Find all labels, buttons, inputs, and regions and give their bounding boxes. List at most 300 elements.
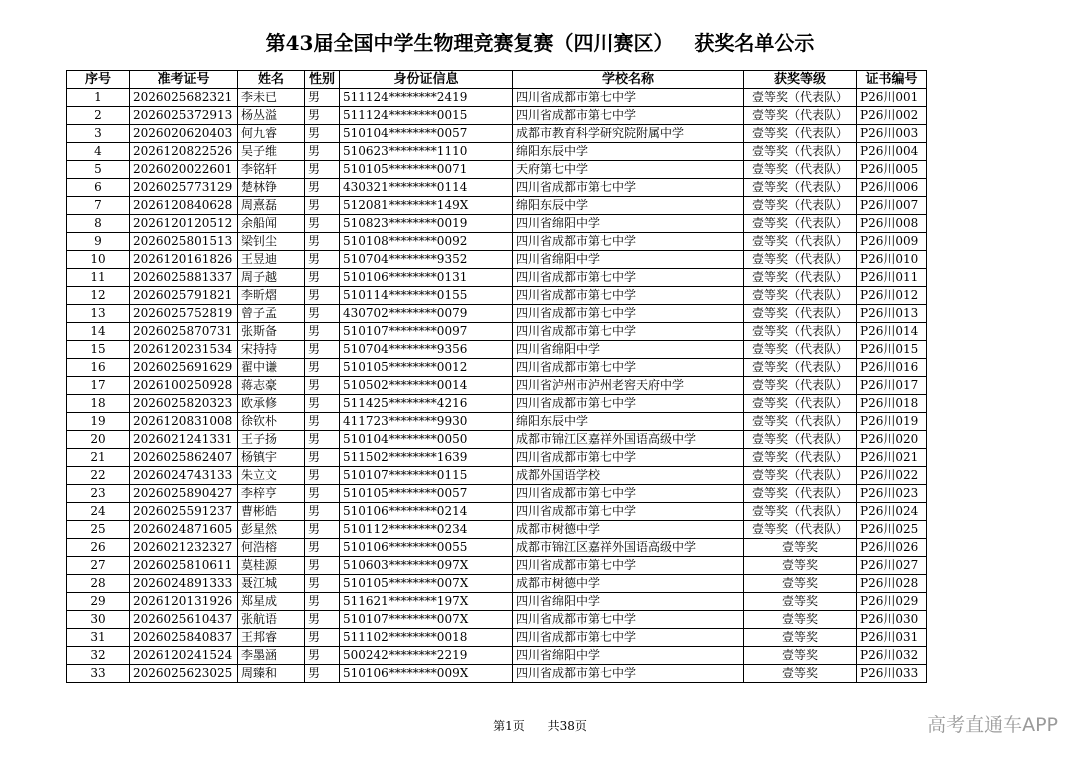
exam-number: 2026025801513: [130, 233, 238, 251]
school-name: 四川省成都市第七中学: [513, 611, 744, 629]
row-index: 26: [67, 539, 130, 557]
school-name: 四川省绵阳中学: [513, 341, 744, 359]
exam-number: 2026025890427: [130, 485, 238, 503]
row-index: 15: [67, 341, 130, 359]
student-name: 王昱迪: [238, 251, 305, 269]
gender: 男: [305, 485, 340, 503]
page-title: 第43届全国中学生物理竞赛复赛（四川赛区） 获奖名单公示: [265, 31, 815, 55]
award-level: 壹等奖（代表队）: [744, 341, 857, 359]
student-name: 李未已: [238, 89, 305, 107]
id-number: 510623********1110: [340, 143, 513, 161]
table-row: [67, 521, 927, 539]
certificate-number: P26川006: [857, 179, 927, 197]
table-row: [67, 305, 927, 323]
table-body: [67, 89, 927, 683]
id-number: 510106********0055: [340, 539, 513, 557]
gender: 男: [305, 251, 340, 269]
school-name: 四川省成都市第七中学: [513, 449, 744, 467]
exam-number: 2026025752819: [130, 305, 238, 323]
school-name: 四川省成都市第七中学: [513, 89, 744, 107]
certificate-number: P26川020: [857, 431, 927, 449]
certificate-number: P26川007: [857, 197, 927, 215]
exam-number: 2026120831008: [130, 413, 238, 431]
table-row: [67, 125, 927, 143]
gender: 男: [305, 341, 340, 359]
exam-number: 2026025870731: [130, 323, 238, 341]
row-index: 17: [67, 377, 130, 395]
school-name: 四川省成都市第七中学: [513, 629, 744, 647]
row-index: 22: [67, 467, 130, 485]
certificate-number: P26川016: [857, 359, 927, 377]
table-row: [67, 179, 927, 197]
row-index: 11: [67, 269, 130, 287]
id-number: 500242********2219: [340, 647, 513, 665]
student-name: 聂江城: [238, 575, 305, 593]
row-index: 6: [67, 179, 130, 197]
table-row: [67, 395, 927, 413]
row-index: 21: [67, 449, 130, 467]
table-row: [67, 431, 927, 449]
student-name: 翟中谦: [238, 359, 305, 377]
row-index: 25: [67, 521, 130, 539]
exam-number: 2026021232327: [130, 539, 238, 557]
table-row: [67, 287, 927, 305]
award-level: 壹等奖（代表队）: [744, 377, 857, 395]
certificate-number: P26川019: [857, 413, 927, 431]
award-level: 壹等奖（代表队）: [744, 305, 857, 323]
certificate-number: P26川004: [857, 143, 927, 161]
id-number: 430321********0114: [340, 179, 513, 197]
id-number: 510704********9356: [340, 341, 513, 359]
table-row: [67, 341, 927, 359]
student-name: 李铭轩: [238, 161, 305, 179]
id-number: 510502********0014: [340, 377, 513, 395]
exam-number: 2026025840837: [130, 629, 238, 647]
watermark: 高考直通车APP: [927, 714, 1058, 736]
certificate-number: P26川018: [857, 395, 927, 413]
school-name: 绵阳东辰中学: [513, 413, 744, 431]
award-level: 壹等奖: [744, 557, 857, 575]
award-level: 壹等奖: [744, 593, 857, 611]
column-header: 姓名: [238, 71, 305, 89]
certificate-number: P26川002: [857, 107, 927, 125]
exam-number: 2026025591237: [130, 503, 238, 521]
student-name: 李梓亨: [238, 485, 305, 503]
row-index: 29: [67, 593, 130, 611]
gender: 男: [305, 287, 340, 305]
column-header: 性别: [305, 71, 340, 89]
exam-number: 2026020022601: [130, 161, 238, 179]
row-index: 4: [67, 143, 130, 161]
award-level: 壹等奖（代表队）: [744, 287, 857, 305]
id-number: 510105********0071: [340, 161, 513, 179]
exam-number: 2026120231534: [130, 341, 238, 359]
exam-number: 2026025682321: [130, 89, 238, 107]
table-row: [67, 467, 927, 485]
exam-number: 2026100250928: [130, 377, 238, 395]
certificate-number: P26川024: [857, 503, 927, 521]
row-index: 18: [67, 395, 130, 413]
student-name: 余船闻: [238, 215, 305, 233]
award-level: 壹等奖（代表队）: [744, 521, 857, 539]
certificate-number: P26川031: [857, 629, 927, 647]
award-level: 壹等奖（代表队）: [744, 197, 857, 215]
certificate-number: P26川032: [857, 647, 927, 665]
student-name: 周子越: [238, 269, 305, 287]
school-name: 四川省绵阳中学: [513, 593, 744, 611]
student-name: 杨镇宇: [238, 449, 305, 467]
exam-number: 2026025610437: [130, 611, 238, 629]
id-number: 510105********007X: [340, 575, 513, 593]
gender: 男: [305, 557, 340, 575]
student-name: 莫桂源: [238, 557, 305, 575]
gender: 男: [305, 629, 340, 647]
school-name: 四川省成都市第七中学: [513, 287, 744, 305]
exam-number: 2026024891333: [130, 575, 238, 593]
row-index: 9: [67, 233, 130, 251]
table-row: [67, 143, 927, 161]
award-level: 壹等奖（代表队）: [744, 161, 857, 179]
column-header: 序号: [67, 71, 130, 89]
exam-number: 2026120822526: [130, 143, 238, 161]
certificate-number: P26川008: [857, 215, 927, 233]
certificate-number: P26川001: [857, 89, 927, 107]
certificate-number: P26川009: [857, 233, 927, 251]
award-level: 壹等奖（代表队）: [744, 395, 857, 413]
gender: 男: [305, 665, 340, 683]
student-name: 徐钦朴: [238, 413, 305, 431]
table-header-row: [67, 71, 927, 89]
id-number: 510114********0155: [340, 287, 513, 305]
gender: 男: [305, 197, 340, 215]
table-row: [67, 107, 927, 125]
gender: 男: [305, 413, 340, 431]
row-index: 1: [67, 89, 130, 107]
exam-number: 2026025372913: [130, 107, 238, 125]
gender: 男: [305, 395, 340, 413]
student-name: 张斯备: [238, 323, 305, 341]
student-name: 李昕熠: [238, 287, 305, 305]
school-name: 四川省成都市第七中学: [513, 359, 744, 377]
id-number: 510704********9352: [340, 251, 513, 269]
gender: 男: [305, 305, 340, 323]
student-name: 曾子孟: [238, 305, 305, 323]
id-number: 430702********0079: [340, 305, 513, 323]
exam-number: 2026021241331: [130, 431, 238, 449]
exam-number: 2026025810611: [130, 557, 238, 575]
id-number: 511124********2419: [340, 89, 513, 107]
exam-number: 2026025691629: [130, 359, 238, 377]
row-index: 30: [67, 611, 130, 629]
certificate-number: P26川026: [857, 539, 927, 557]
table-row: [67, 539, 927, 557]
gender: 男: [305, 161, 340, 179]
certificate-number: P26川013: [857, 305, 927, 323]
table-row: [67, 503, 927, 521]
id-number: 510106********0214: [340, 503, 513, 521]
table-row: [67, 377, 927, 395]
id-number: 510105********0012: [340, 359, 513, 377]
school-name: 成都市锦江区嘉祥外国语高级中学: [513, 539, 744, 557]
id-number: 511425********4216: [340, 395, 513, 413]
award-level: 壹等奖（代表队）: [744, 251, 857, 269]
student-name: 蒋志豪: [238, 377, 305, 395]
id-number: 511124********0015: [340, 107, 513, 125]
row-index: 20: [67, 431, 130, 449]
school-name: 天府第七中学: [513, 161, 744, 179]
certificate-number: P26川017: [857, 377, 927, 395]
school-name: 成都市锦江区嘉祥外国语高级中学: [513, 431, 744, 449]
row-index: 3: [67, 125, 130, 143]
student-name: 楚林铮: [238, 179, 305, 197]
row-index: 24: [67, 503, 130, 521]
id-number: 510823********0019: [340, 215, 513, 233]
award-level: 壹等奖（代表队）: [744, 485, 857, 503]
school-name: 绵阳东辰中学: [513, 197, 744, 215]
row-index: 12: [67, 287, 130, 305]
exam-number: 2026120161826: [130, 251, 238, 269]
certificate-number: P26川012: [857, 287, 927, 305]
student-name: 吴子维: [238, 143, 305, 161]
award-level: 壹等奖（代表队）: [744, 233, 857, 251]
id-number: 510107********0097: [340, 323, 513, 341]
gender: 男: [305, 593, 340, 611]
student-name: 欧承修: [238, 395, 305, 413]
student-name: 李墨涵: [238, 647, 305, 665]
exam-number: 2026025773129: [130, 179, 238, 197]
id-number: 510108********0092: [340, 233, 513, 251]
award-level: 壹等奖: [744, 575, 857, 593]
exam-number: 2026120241524: [130, 647, 238, 665]
school-name: 成都市教育科学研究院附属中学: [513, 125, 744, 143]
exam-number: 2026025881337: [130, 269, 238, 287]
row-index: 16: [67, 359, 130, 377]
student-name: 王子扬: [238, 431, 305, 449]
award-level: 壹等奖（代表队）: [744, 431, 857, 449]
school-name: 四川省绵阳中学: [513, 215, 744, 233]
gender: 男: [305, 269, 340, 287]
id-number: 511102********0018: [340, 629, 513, 647]
gender: 男: [305, 431, 340, 449]
exam-number: 2026025623025: [130, 665, 238, 683]
school-name: 四川省成都市第七中学: [513, 503, 744, 521]
table-row: [67, 233, 927, 251]
table-row: [67, 593, 927, 611]
row-index: 2: [67, 107, 130, 125]
student-name: 杨丛溢: [238, 107, 305, 125]
exam-number: 2026025820323: [130, 395, 238, 413]
gender: 男: [305, 449, 340, 467]
certificate-number: P26川023: [857, 485, 927, 503]
award-level: 壹等奖（代表队）: [744, 143, 857, 161]
table-row: [67, 359, 927, 377]
id-number: 511621********197X: [340, 593, 513, 611]
school-name: 四川省成都市第七中学: [513, 557, 744, 575]
table-row: [67, 449, 927, 467]
award-level: 壹等奖（代表队）: [744, 179, 857, 197]
award-level: 壹等奖（代表队）: [744, 269, 857, 287]
id-number: 510104********0050: [340, 431, 513, 449]
school-name: 成都市树德中学: [513, 575, 744, 593]
table-row: [67, 647, 927, 665]
table-row: [67, 215, 927, 233]
row-index: 5: [67, 161, 130, 179]
student-name: 王邦睿: [238, 629, 305, 647]
id-number: 510107********007X: [340, 611, 513, 629]
gender: 男: [305, 647, 340, 665]
id-number: 510112********0234: [340, 521, 513, 539]
school-name: 绵阳东辰中学: [513, 143, 744, 161]
id-number: 510105********0057: [340, 485, 513, 503]
certificate-number: P26川021: [857, 449, 927, 467]
award-level: 壹等奖（代表队）: [744, 89, 857, 107]
school-name: 四川省成都市第七中学: [513, 485, 744, 503]
school-name: 四川省泸州市泸州老窖天府中学: [513, 377, 744, 395]
school-name: 四川省成都市第七中学: [513, 323, 744, 341]
award-level: 壹等奖: [744, 665, 857, 683]
exam-number: 2026025791821: [130, 287, 238, 305]
exam-number: 2026120131926: [130, 593, 238, 611]
award-level: 壹等奖（代表队）: [744, 359, 857, 377]
table-row: [67, 323, 927, 341]
table-row: [67, 197, 927, 215]
award-level: 壹等奖（代表队）: [744, 323, 857, 341]
page-number: 第1页 共38页: [493, 719, 587, 733]
row-index: 23: [67, 485, 130, 503]
award-list-table: [66, 70, 927, 683]
certificate-number: P26川003: [857, 125, 927, 143]
award-level: 壹等奖（代表队）: [744, 503, 857, 521]
certificate-number: P26川027: [857, 557, 927, 575]
column-header: 学校名称: [513, 71, 744, 89]
table-row: [67, 161, 927, 179]
row-index: 32: [67, 647, 130, 665]
gender: 男: [305, 539, 340, 557]
row-index: 14: [67, 323, 130, 341]
certificate-number: P26川005: [857, 161, 927, 179]
award-level: 壹等奖: [744, 647, 857, 665]
row-index: 13: [67, 305, 130, 323]
row-index: 28: [67, 575, 130, 593]
certificate-number: P26川033: [857, 665, 927, 683]
certificate-number: P26川025: [857, 521, 927, 539]
gender: 男: [305, 521, 340, 539]
exam-number: 2026020620403: [130, 125, 238, 143]
id-number: 510603********097X: [340, 557, 513, 575]
exam-number: 2026120840628: [130, 197, 238, 215]
column-header: 证书编号: [857, 71, 927, 89]
table-row: [67, 413, 927, 431]
table-row: [67, 485, 927, 503]
id-number: 512081********149X: [340, 197, 513, 215]
id-number: 411723********9930: [340, 413, 513, 431]
certificate-number: P26川011: [857, 269, 927, 287]
table-row: [67, 611, 927, 629]
table-row: [67, 89, 927, 107]
gender: 男: [305, 467, 340, 485]
gender: 男: [305, 377, 340, 395]
student-name: 张航语: [238, 611, 305, 629]
row-index: 7: [67, 197, 130, 215]
id-number: 510106********009X: [340, 665, 513, 683]
id-number: 510104********0057: [340, 125, 513, 143]
award-level: 壹等奖（代表队）: [744, 467, 857, 485]
exam-number: 2026120120512: [130, 215, 238, 233]
gender: 男: [305, 359, 340, 377]
certificate-number: P26川010: [857, 251, 927, 269]
school-name: 四川省成都市第七中学: [513, 107, 744, 125]
row-index: 8: [67, 215, 130, 233]
certificate-number: P26川029: [857, 593, 927, 611]
table-row: [67, 251, 927, 269]
student-name: 彭星然: [238, 521, 305, 539]
gender: 男: [305, 323, 340, 341]
table-row: [67, 575, 927, 593]
column-header: 身份证信息: [340, 71, 513, 89]
certificate-number: P26川014: [857, 323, 927, 341]
gender: 男: [305, 233, 340, 251]
gender: 男: [305, 89, 340, 107]
row-index: 31: [67, 629, 130, 647]
exam-number: 2026024871605: [130, 521, 238, 539]
gender: 男: [305, 575, 340, 593]
table-row: [67, 557, 927, 575]
gender: 男: [305, 503, 340, 521]
student-name: 宋持持: [238, 341, 305, 359]
certificate-number: P26川030: [857, 611, 927, 629]
exam-number: 2026025862407: [130, 449, 238, 467]
column-header: 获奖等级: [744, 71, 857, 89]
id-number: 511502********1639: [340, 449, 513, 467]
award-level: 壹等奖: [744, 629, 857, 647]
gender: 男: [305, 215, 340, 233]
id-number: 510107********0115: [340, 467, 513, 485]
id-number: 510106********0131: [340, 269, 513, 287]
school-name: 成都市树德中学: [513, 521, 744, 539]
school-name: 四川省成都市第七中学: [513, 179, 744, 197]
row-index: 10: [67, 251, 130, 269]
award-level: 壹等奖（代表队）: [744, 125, 857, 143]
school-name: 成都外国语学校: [513, 467, 744, 485]
row-index: 19: [67, 413, 130, 431]
student-name: 何浩榕: [238, 539, 305, 557]
gender: 男: [305, 179, 340, 197]
award-level: 壹等奖（代表队）: [744, 449, 857, 467]
award-level: 壹等奖（代表队）: [744, 413, 857, 431]
row-index: 33: [67, 665, 130, 683]
table-row: [67, 629, 927, 647]
student-name: 周臻和: [238, 665, 305, 683]
award-level: 壹等奖: [744, 611, 857, 629]
exam-number: 2026024743133: [130, 467, 238, 485]
gender: 男: [305, 143, 340, 161]
school-name: 四川省成都市第七中学: [513, 233, 744, 251]
row-index: 27: [67, 557, 130, 575]
school-name: 四川省成都市第七中学: [513, 269, 744, 287]
school-name: 四川省成都市第七中学: [513, 665, 744, 683]
school-name: 四川省成都市第七中学: [513, 305, 744, 323]
gender: 男: [305, 611, 340, 629]
school-name: 四川省成都市第七中学: [513, 395, 744, 413]
student-name: 郑星成: [238, 593, 305, 611]
table-row: [67, 665, 927, 683]
school-name: 四川省绵阳中学: [513, 647, 744, 665]
award-level: 壹等奖: [744, 539, 857, 557]
gender: 男: [305, 107, 340, 125]
award-level: 壹等奖（代表队）: [744, 107, 857, 125]
student-name: 周熹磊: [238, 197, 305, 215]
award-level: 壹等奖（代表队）: [744, 215, 857, 233]
